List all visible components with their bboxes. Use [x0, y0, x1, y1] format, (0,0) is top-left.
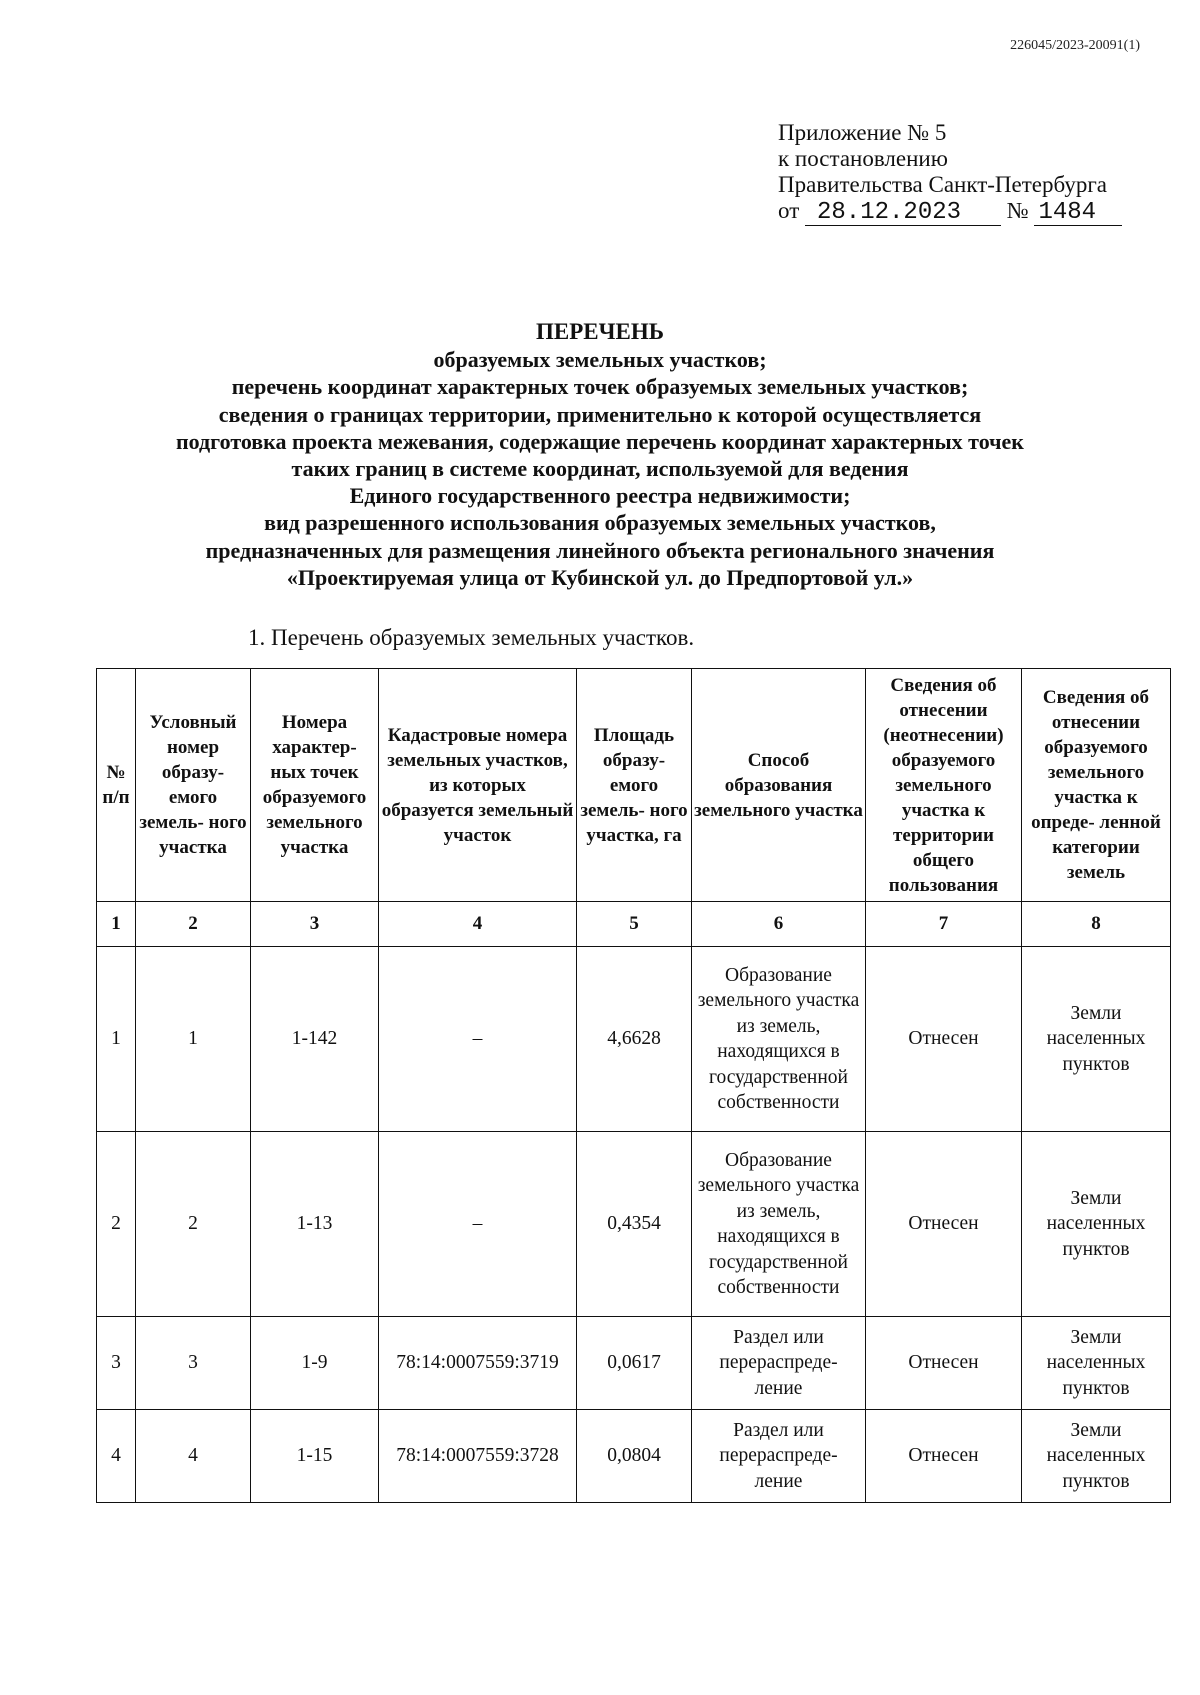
- header-cell: Номера характер- ных точек образуемого земельного участка: [251, 669, 379, 902]
- table-header-row: [97, 669, 1171, 902]
- plot-area: 4,6628: [577, 947, 692, 1132]
- cadastral-number: 78:14:0007559:3728: [379, 1410, 577, 1503]
- appendix-line-3: Правительства Санкт-Петербурга: [778, 172, 1107, 197]
- from-label: от: [778, 198, 800, 223]
- point-numbers: 1-9: [251, 1317, 379, 1410]
- land-category: Земли населенных пунктов: [1022, 1132, 1171, 1317]
- number-label: №: [1006, 198, 1029, 223]
- row-number: 4: [97, 1410, 136, 1503]
- column-number: 4: [379, 902, 577, 947]
- point-numbers: 1-142: [251, 947, 379, 1132]
- appendix-line-1: Приложение № 5: [778, 120, 947, 145]
- appendix-date-line: [778, 198, 1122, 226]
- land-category: Земли населенных пунктов: [1022, 947, 1171, 1132]
- column-number: 2: [136, 902, 251, 947]
- column-number: 5: [577, 902, 692, 947]
- plot-number: 2: [136, 1132, 251, 1317]
- section-heading: 1. Перечень образуемых земельных участков.: [248, 625, 695, 650]
- land-category: Земли населенных пунктов: [1022, 1410, 1171, 1503]
- title-line: вид разрешенного использования образуемых земельных участков,: [264, 510, 936, 536]
- column-number: 8: [1022, 902, 1171, 947]
- column-number: 1: [97, 902, 136, 947]
- table-row: [97, 1132, 1171, 1317]
- point-numbers: 1-13: [251, 1132, 379, 1317]
- plot-area: 0,4354: [577, 1132, 692, 1317]
- resolution-number: 1484: [1034, 201, 1122, 226]
- column-number-row: [97, 902, 1171, 947]
- document-id: 226045/2023-20091(1): [1010, 38, 1140, 53]
- cadastral-number: 78:14:0007559:3719: [379, 1317, 577, 1410]
- formation-method: Образование земельного участка из земель, находящихся в государственной собственности: [692, 947, 866, 1132]
- title-line: подготовка проекта межевания, содержащие перечень координат характерных точек: [176, 428, 1024, 454]
- title-line: «Проектируемая улица от Кубинской ул. до Предпортовой ул.»: [286, 564, 914, 590]
- plot-number: 3: [136, 1317, 251, 1410]
- public-use-status: Отнесен: [866, 1132, 1022, 1317]
- document-title: [0, 318, 1200, 591]
- row-number: 2: [97, 1132, 136, 1317]
- plot-number: 1: [136, 947, 251, 1132]
- row-number: 1: [97, 947, 136, 1132]
- table-row: [97, 1317, 1171, 1410]
- public-use-status: Отнесен: [866, 1410, 1022, 1503]
- title-line: перечень координат характерных точек образуемых земельных участков;: [231, 374, 969, 400]
- plot-number: 4: [136, 1410, 251, 1503]
- header-cell: Площадь образу- емого земель- ного участка, га: [577, 669, 692, 902]
- public-use-status: Отнесен: [866, 1317, 1022, 1410]
- title-line: образуемых земельных участков;: [433, 347, 767, 373]
- header-cell: Условный номер образу- емого земель- ного участка: [136, 669, 251, 902]
- header-cell: Сведения об отнесении (неотнесении) образуемого земельного участка к территории общего пользования: [866, 669, 1022, 902]
- cadastral-number: –: [379, 1132, 577, 1317]
- appendix-line-2: к постановлению: [778, 146, 948, 171]
- table-row: [97, 1410, 1171, 1503]
- appendix-block: [778, 120, 1122, 226]
- formation-method: Раздел или перераспреде- ление: [692, 1410, 866, 1503]
- title-line: предназначенных для размещения линейного объекта регионального значения: [205, 537, 995, 563]
- land-plots-table: [96, 668, 1171, 1503]
- title-line: таких границ в системе координат, используемой для ведения: [291, 456, 909, 482]
- column-number: 6: [692, 902, 866, 947]
- plot-area: 0,0804: [577, 1410, 692, 1503]
- column-number: 3: [251, 902, 379, 947]
- formation-method: Образование земельного участка из земель, находящихся в государственной собственности: [692, 1132, 866, 1317]
- header-cell: Сведения об отнесении образуемого земельного участка к опреде- ленной категории земель: [1022, 669, 1171, 902]
- resolution-date: 28.12.2023: [805, 201, 1001, 226]
- public-use-status: Отнесен: [866, 947, 1022, 1132]
- title-line: Единого государственного реестра недвижимости;: [349, 483, 851, 509]
- point-numbers: 1-15: [251, 1410, 379, 1503]
- title-main: ПЕРЕЧЕНЬ: [536, 319, 664, 344]
- land-category: Земли населенных пунктов: [1022, 1317, 1171, 1410]
- formation-method: Раздел или перераспреде- ление: [692, 1317, 866, 1410]
- header-cell: Кадастровые номера земельных участков, из которых образуется земельный участок: [379, 669, 577, 902]
- header-cell: № п/п: [97, 669, 136, 902]
- header-cell: Способ образования земельного участка: [692, 669, 866, 902]
- row-number: 3: [97, 1317, 136, 1410]
- plot-area: 0,0617: [577, 1317, 692, 1410]
- title-line: сведения о границах территории, применительно к которой осуществляется: [218, 401, 982, 427]
- column-number: 7: [866, 902, 1022, 947]
- table-row: [97, 947, 1171, 1132]
- cadastral-number: –: [379, 947, 577, 1132]
